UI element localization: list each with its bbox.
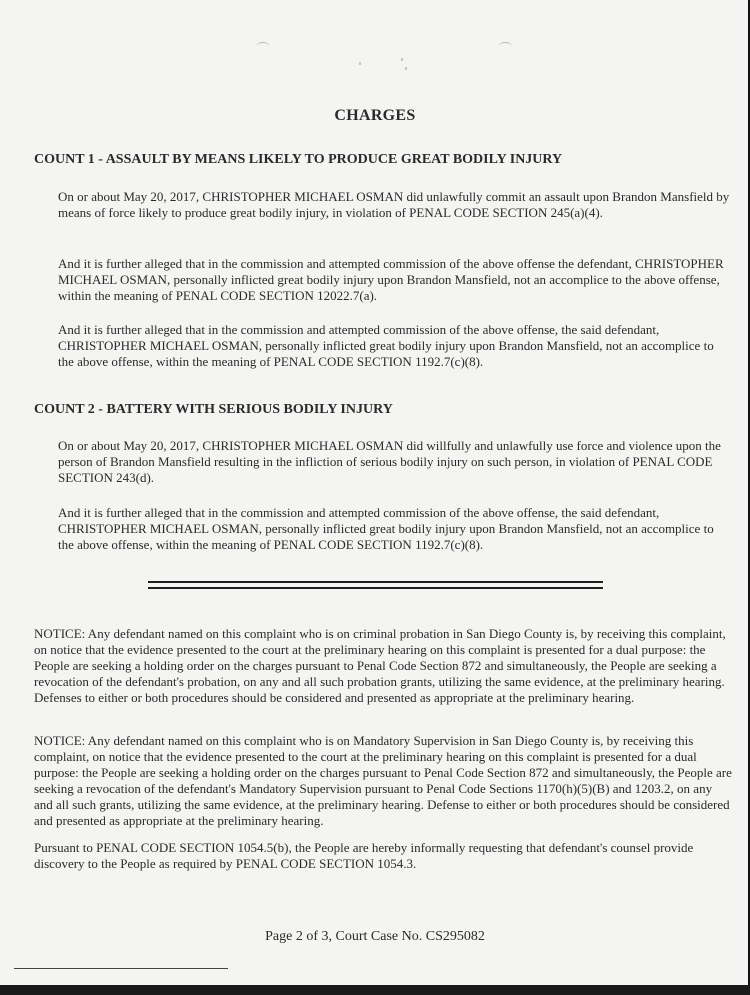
- discovery-request: Pursuant to PENAL CODE SECTION 1054.5(b), the People are hereby informally requesting that defendant's counsel provide discovery to the People as required by PENAL CODE SECTION 1054.3.: [34, 840, 694, 871]
- page-title: CHARGES: [334, 107, 416, 124]
- paper-speck: [405, 67, 407, 70]
- count-1-paragraph: On or about May 20, 2017, CHRISTOPHER MICHAEL OSMAN did unlawfully commit an assault upon Brandon Mansfield by means of force likely to produce great bodily injury, in violation of PENAL CODE SECTION 245(a)(4).: [58, 189, 730, 220]
- count-2-paragraph: And it is further alleged that in the commission and attempted commission of the above offense, the said defendant, CHRISTOPHER MICHAEL OSMAN, personally inflicted great bodily injury upon Brandon Mansfield, not an accomplice to the above offense, within the meaning of PENAL CODE SECTION 1192.7(c)(8).: [58, 505, 714, 552]
- double-rule-top: [148, 581, 603, 583]
- paper-speck: [359, 62, 361, 65]
- count-2-paragraph: On or about May 20, 2017, CHRISTOPHER MICHAEL OSMAN did willfully and unlawfully use force and violence upon the person of Brandon Mansfield resulting in the infliction of serious bodily injury on such person, in violation of PENAL CODE SECTION 243(d).: [58, 438, 721, 485]
- paper-speck: [401, 58, 403, 61]
- count-1-heading: COUNT 1 - ASSAULT BY MEANS LIKELY TO PRODUCE GREAT BODILY INJURY: [34, 152, 563, 167]
- count-2-heading: COUNT 2 - BATTERY WITH SERIOUS BODILY INJURY: [34, 402, 393, 417]
- hole-punch-mark: [498, 42, 512, 51]
- count-1-paragraph: And it is further alleged that in the commission and attempted commission of the above offense, the said defendant, CHRISTOPHER MICHAEL OSMAN, personally inflicted great bodily injury upon Brandon Mansfield, not an accomplice to the above offense, within the meaning of PENAL CODE SECTION 1192.7(c)(8).: [58, 322, 714, 369]
- count-1-paragraph: And it is further alleged that in the commission and attempted commission of the above offense the defendant, CHRISTOPHER MICHAEL OSMAN, personally inflicted great bodily injury upon Brandon Mansfield, not an accomplice to the above offense, within the meaning of PENAL CODE SECTION 12022.7(a).: [58, 256, 724, 303]
- page-footer: Page 2 of 3, Court Case No. CS295082: [265, 929, 485, 944]
- footer-rule: [14, 968, 228, 969]
- hole-punch-mark: [256, 42, 270, 51]
- notice-probation: NOTICE: Any defendant named on this complaint who is on criminal probation in San Diego County is, by receiving this complaint, on notice that the evidence presented to the court at the preliminary hearing on this complaint is presented for a dual purpose: the People are seeking a holding order on the charges pursuant to Penal Code Section 872 and simultaneously, the People are seeking a revocation of the defendant's probation, on any and all such probation grants, utilizing the same evidence, at the preliminary hearing. Defenses to either or both procedures should be considered and presented as appropriate at the preliminary hearing.: [34, 626, 726, 705]
- notice-mandatory-supervision: NOTICE: Any defendant named on this complaint who is on Mandatory Supervision in San Diego County is, by receiving this complaint, on notice that the evidence presented to the court at the preliminary hearing on this complaint is presented for a dual purpose: the People are seeking a holding order on the charges pursuant to Penal Code Section 872 and simultaneously, the People are seeking a revocation of the defendant's Mandatory Supervision pursuant to Penal Code Sections 1170(h)(5)(B) and 1203.2, on any and all such grants, utilizing the same evidence, at the preliminary hearing. Defense to either or both procedures should be considered and presented as appropriate at the preliminary hearing.: [34, 733, 732, 828]
- scan-edge: [0, 985, 750, 995]
- double-rule-bottom: [148, 587, 603, 589]
